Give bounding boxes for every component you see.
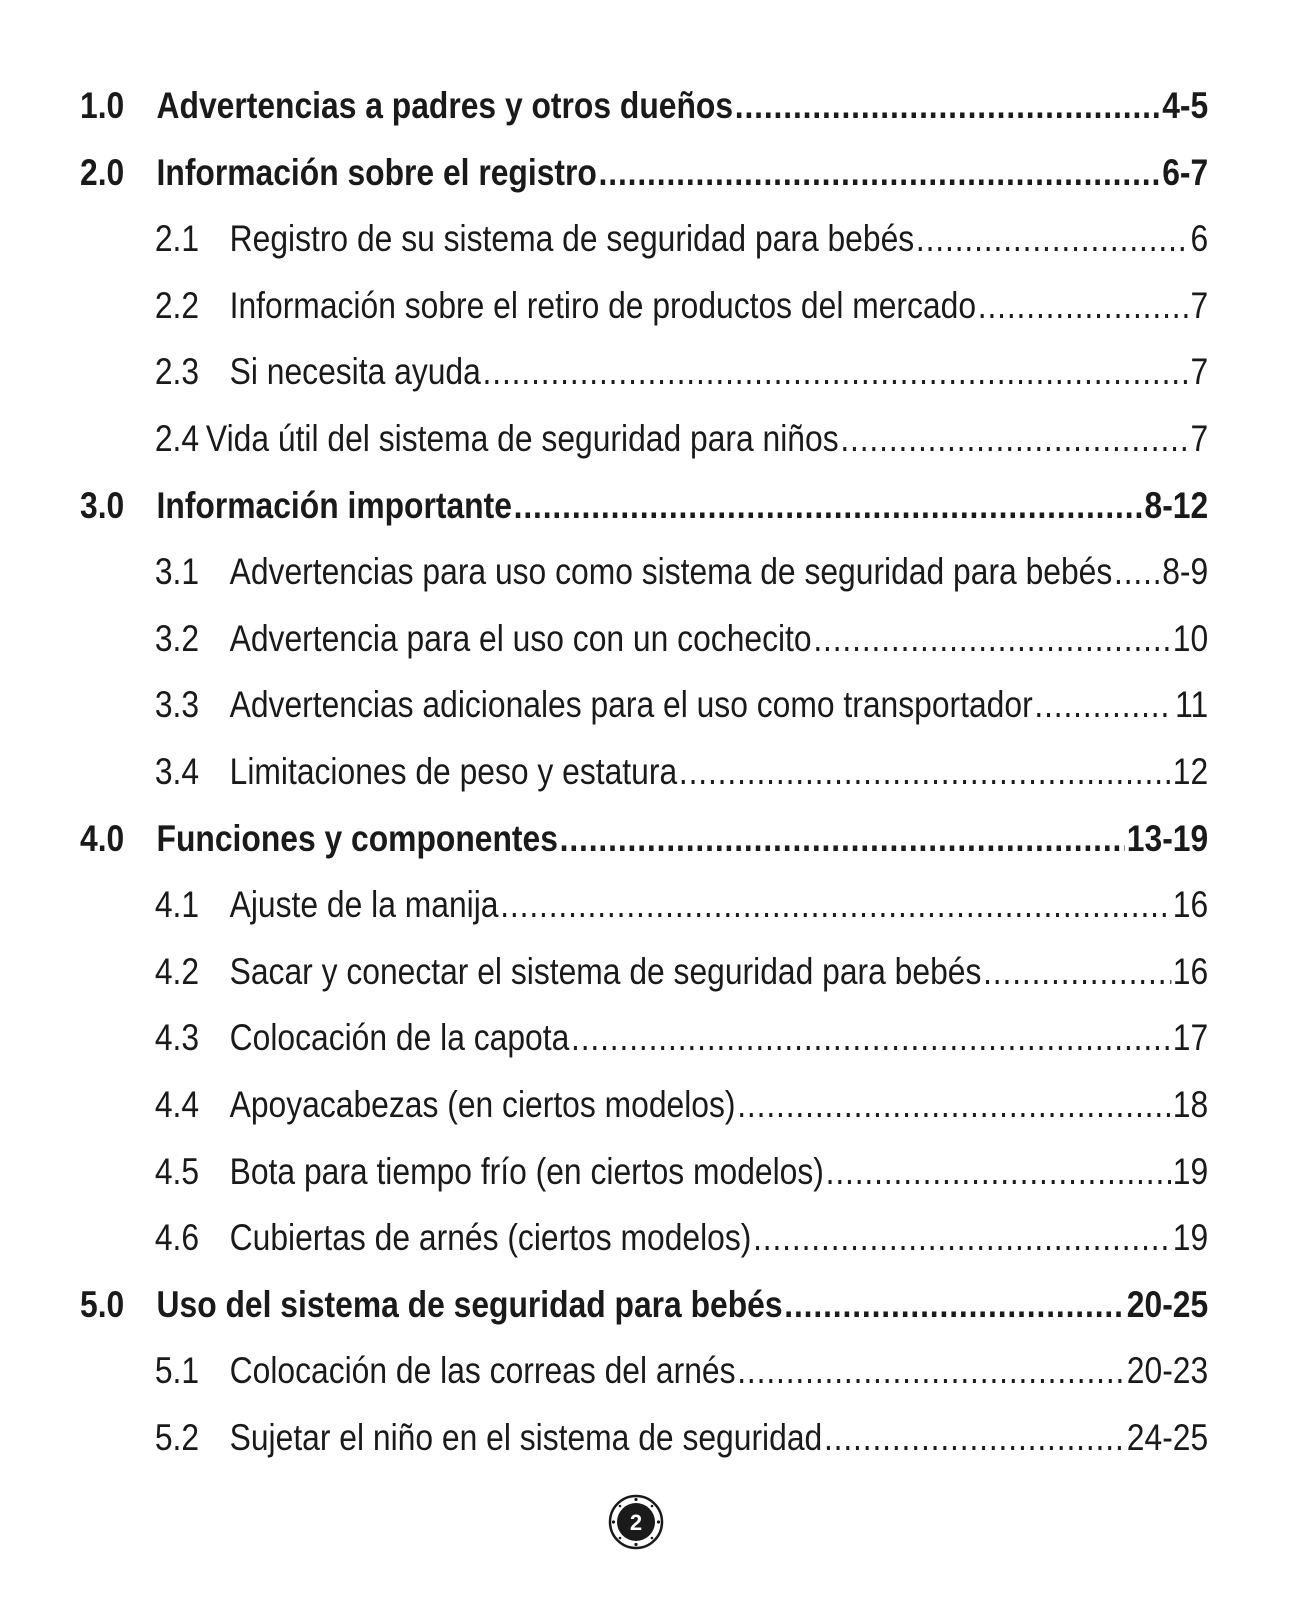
toc-entry-number: 4.1 [154,884,200,926]
toc-dot-leader [679,739,1171,806]
toc-entry-title: Advertencias para uso como sistema de seguridad para bebés [229,551,1113,593]
toc-entry-title: Información importante [156,484,512,526]
toc-dot-leader [1034,672,1173,739]
toc-entry-page: 12 [1172,750,1209,792]
toc-entry [80,1405,1208,1472]
toc-entry-page: 10 [1172,617,1209,659]
page-number-badge [608,1494,664,1550]
toc-entry-title: Información sobre el retiro de productos del mercado [229,284,977,326]
toc-entry-page: 24-25 [1126,1416,1209,1458]
toc-entry-number: 2.3 [154,351,200,393]
toc-entry-page: 11 [1175,684,1209,726]
toc-entry-page: 8-9 [1162,551,1209,593]
toc-entry-number: 2.4 [154,417,200,459]
toc-entry-title: Limitaciones de peso y estatura [229,750,678,792]
toc-entry [80,1139,1208,1206]
toc-entry-page: 19 [1172,1150,1209,1192]
toc-entry-title: Sujetar el niño en el sistema de seguridad [229,1416,823,1458]
toc-entry [80,1338,1208,1405]
toc-dot-leader [784,1272,1125,1339]
toc-entry-title: Sacar y conectar el sistema de seguridad para bebés [229,950,982,992]
toc-entry-title: Uso del sistema de seguridad para bebés [156,1283,783,1325]
toc-entry [80,1072,1208,1139]
toc-entry-title: Información sobre el registro [156,151,597,193]
toc-entry [80,473,1208,540]
toc-dot-leader [514,473,1143,540]
toc-entry [80,339,1208,406]
toc-entry [80,939,1208,1006]
page-number: 2 [629,1510,643,1535]
toc-entry [80,1272,1208,1339]
toc-entry-number: 3.3 [154,684,200,726]
toc-entry-page: 16 [1172,884,1209,926]
toc-dot-leader [983,939,1171,1006]
toc-entry-title: Registro de su sistema de seguridad para bebés [229,218,915,260]
toc-entry [80,140,1208,207]
toc-entry-number: 4.5 [154,1150,200,1192]
toc-entry-page: 13-19 [1126,817,1209,859]
toc-entry-title: Colocación de las correas del arnés [229,1350,736,1392]
toc-entry-page: 7 [1190,417,1209,459]
toc-entry-page: 20-25 [1126,1283,1209,1325]
toc-entry-number: 2.0 [80,151,125,193]
toc-entry-number: 5.0 [80,1283,125,1325]
toc-entry-page: 4-5 [1162,85,1209,126]
toc-entry [80,1205,1208,1272]
toc-dot-leader [483,339,1189,406]
toc-dot-leader [826,1139,1171,1206]
toc-entry [80,1005,1208,1072]
toc-entry-number: 3.2 [154,617,200,659]
toc-dot-leader [978,273,1189,340]
toc-entry-title: Advertencias a padres y otros dueños [156,85,734,126]
toc-entry-page: 17 [1172,1017,1209,1059]
toc-entry [80,672,1208,739]
toc-dot-leader [560,806,1125,873]
toc-entry-number: 2.1 [154,218,200,260]
toc-entry-title: Cubiertas de arnés (ciertos modelos) [229,1217,752,1259]
toc-entry-title: Ajuste de la manija [229,884,499,926]
toc-entry-page: 7 [1190,351,1209,393]
toc-entry [80,539,1208,606]
toc-dot-leader [916,206,1189,273]
toc-entry [80,73,1208,140]
page-number-badge-icon [608,1494,664,1550]
toc-entry [80,806,1208,873]
toc-dot-leader [813,606,1171,673]
toc-dot-leader [753,1205,1171,1272]
toc-entry-title: Vida útil del sistema de seguridad para niños [205,417,839,459]
toc-entry-page: 7 [1190,284,1209,326]
toc-entry-title: Advertencias adicionales para el uso como transportador [229,684,1033,726]
toc-entry-number: 3.4 [154,750,200,792]
toc-entry-title: Si necesita ayuda [229,351,481,393]
toc-entry [80,739,1208,806]
toc-entry [80,406,1208,473]
toc-entry-number: 4.0 [80,817,125,859]
toc-entry-title: Advertencia para el uso con un cochecito [229,617,812,659]
table-of-contents [80,73,1208,1471]
toc-entry-page: 8-12 [1144,484,1209,526]
toc-entry-page: 20-23 [1126,1350,1209,1392]
toc-dot-leader [571,1005,1171,1072]
toc-dot-leader [840,406,1188,473]
toc-entry-page: 6 [1190,218,1209,260]
toc-entry-title: Funciones y componentes [156,817,558,859]
toc-entry-number: 4.4 [154,1083,200,1125]
toc-entry [80,206,1208,273]
toc-dot-leader [737,1338,1125,1405]
toc-entry-page: 6-7 [1162,151,1209,193]
toc-entry-number: 4.3 [154,1017,200,1059]
toc-entry-page: 18 [1172,1083,1209,1125]
toc-dot-leader [500,872,1171,939]
toc-dot-leader [735,73,1161,140]
toc-entry [80,606,1208,673]
toc-dot-leader [599,140,1161,207]
toc-dot-leader [737,1072,1171,1139]
toc-dot-leader [1114,539,1160,606]
toc-dot-leader [824,1405,1125,1472]
toc-entry-number: 2.2 [154,284,200,326]
toc-entry-number: 5.1 [154,1350,200,1392]
toc-entry-number: 5.2 [154,1416,200,1458]
toc-entry-number: 4.2 [154,950,200,992]
toc-entry-page: 19 [1172,1217,1209,1259]
toc-entry-number: 3.1 [154,551,200,593]
toc-entry [80,273,1208,340]
toc-entry-number: 3.0 [80,484,125,526]
toc-entry-page: 16 [1172,950,1209,992]
toc-entry [80,872,1208,939]
toc-entry-title: Bota para tiempo frío (en ciertos modelos) [229,1150,824,1192]
toc-entry-title: Apoyacabezas (en ciertos modelos) [229,1083,736,1125]
toc-entry-number: 4.6 [154,1217,200,1259]
toc-entry-title: Colocación de la capota [229,1017,570,1059]
toc-entry-number: 1.0 [80,85,125,126]
